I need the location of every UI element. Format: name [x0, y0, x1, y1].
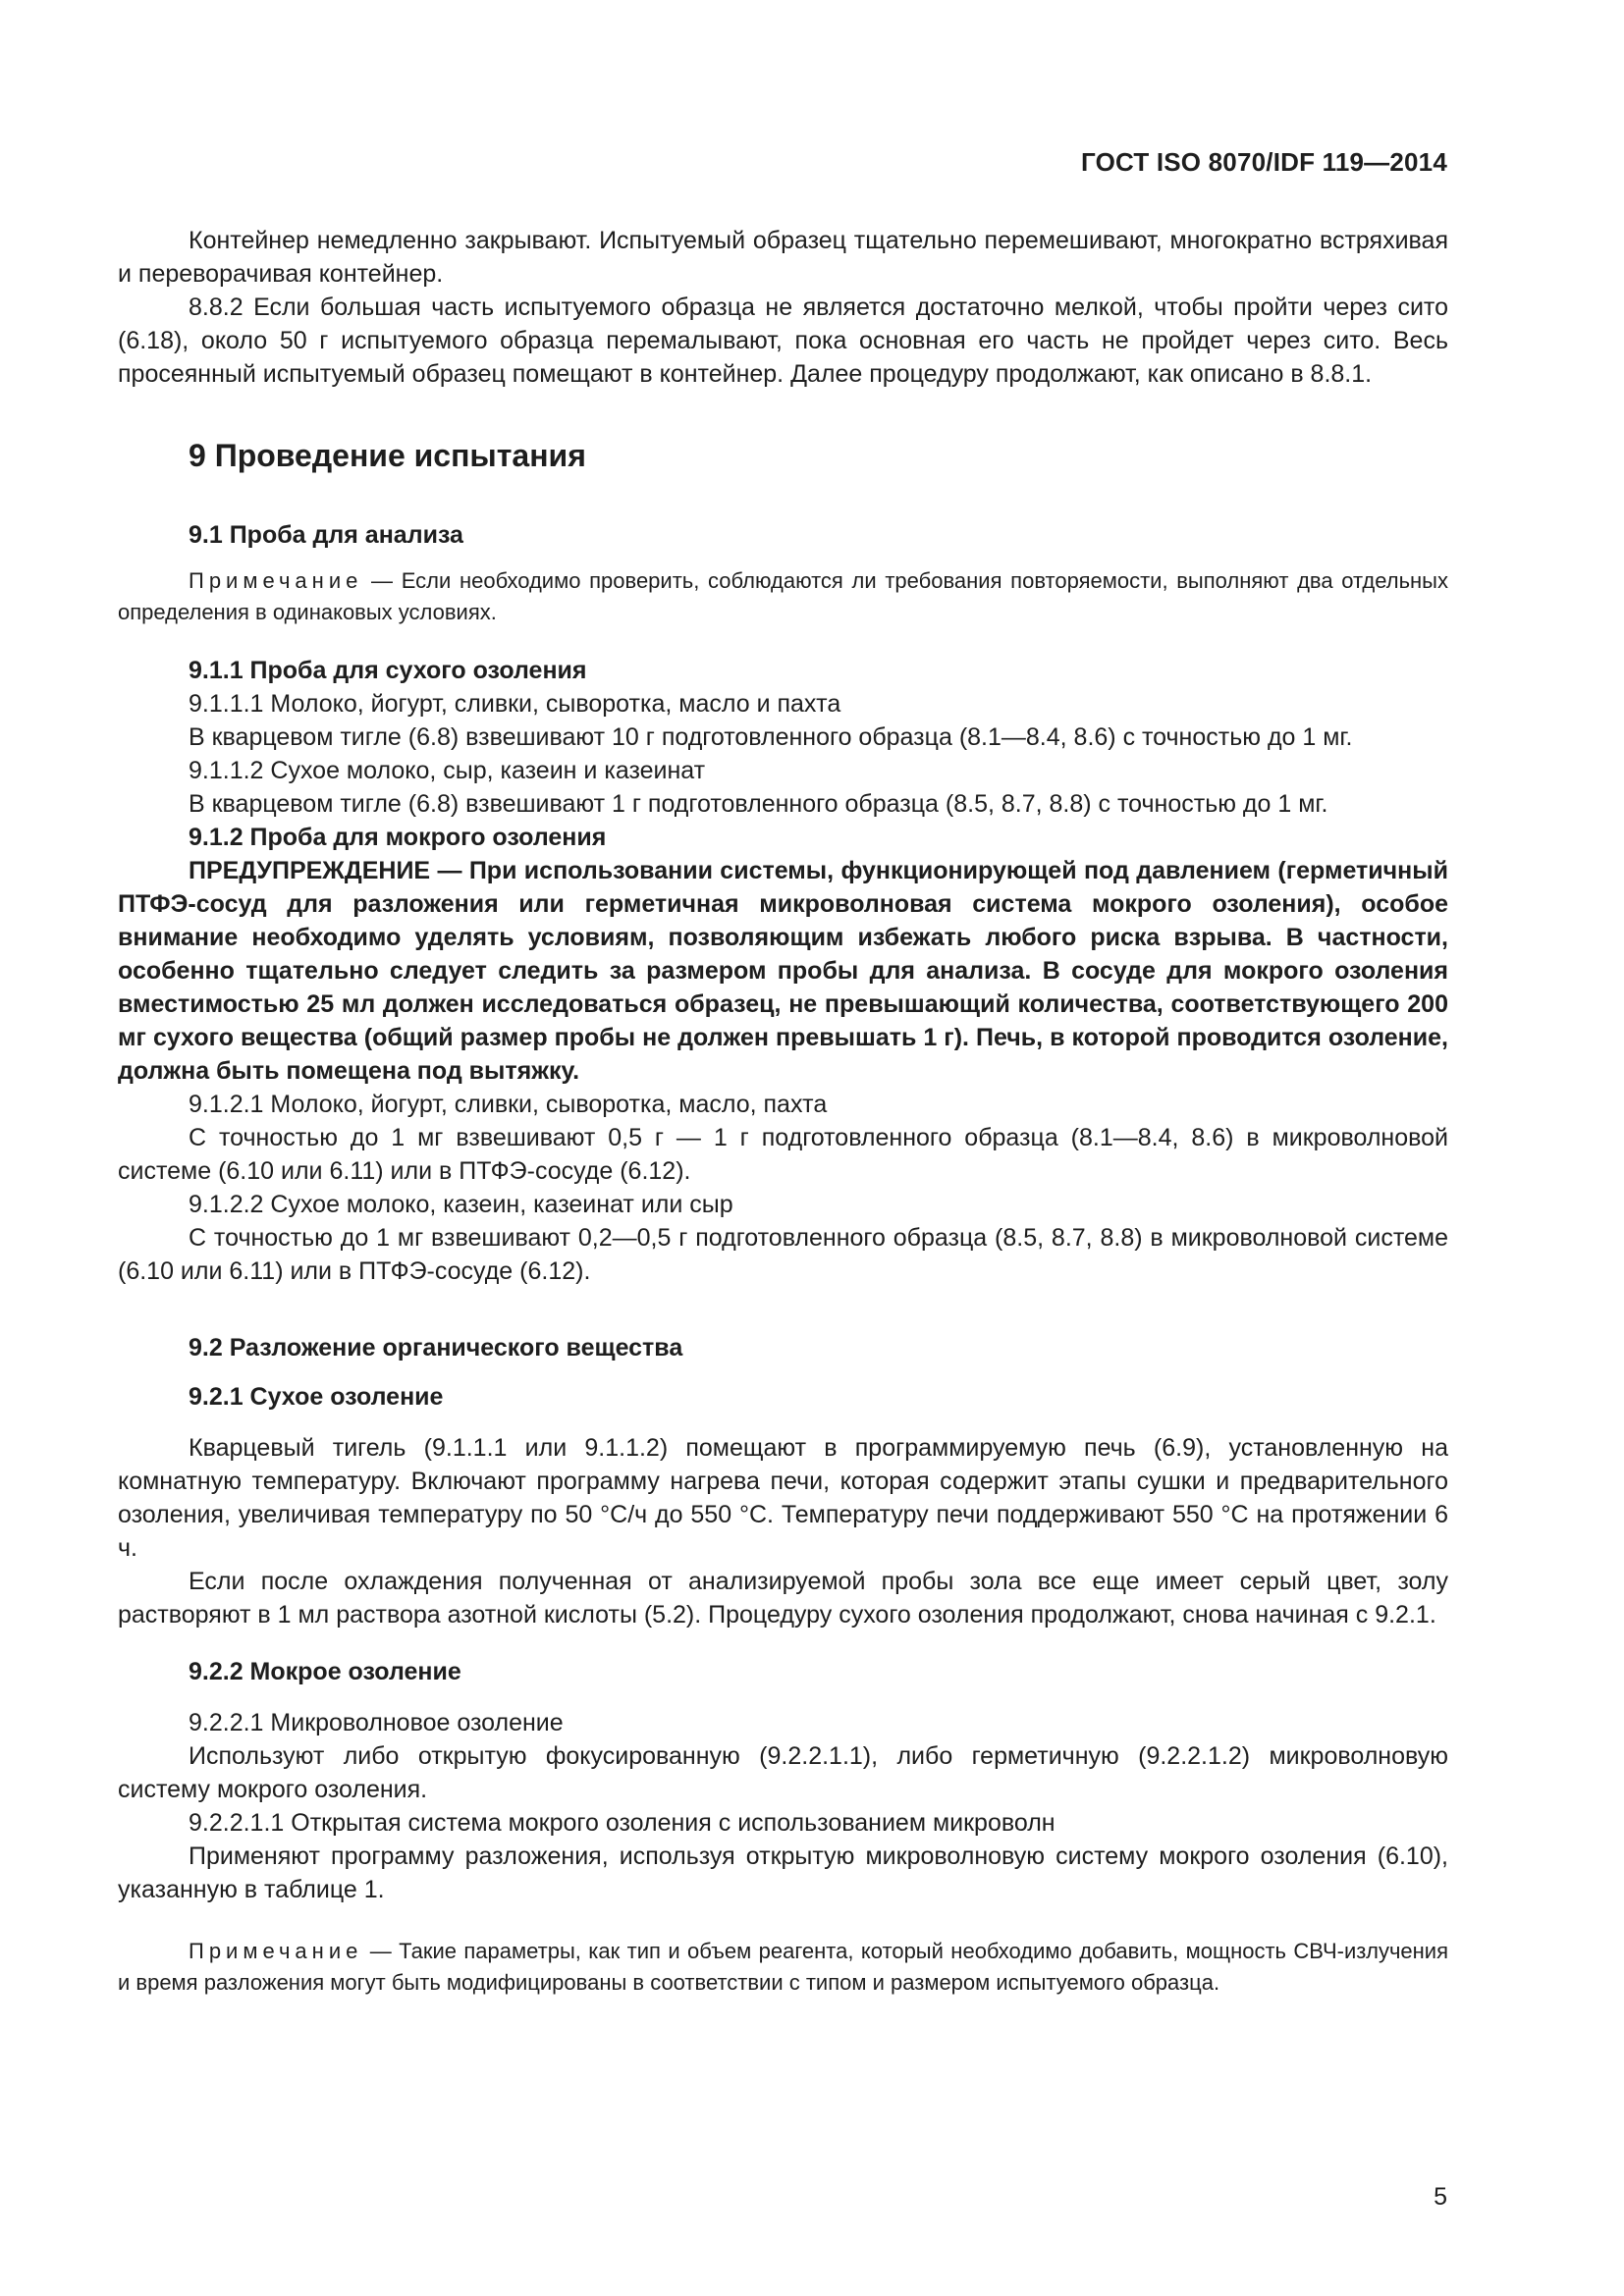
note [118, 1936, 1448, 1999]
paragraph: 9.2.2.1 Микроволновое озоление [189, 1709, 564, 1736]
paragraph: Если после охлаждения полученная от анализируемой пробы зола все еще имеет серый цвет, золу растворяют в 1 мл раствора азотной кислоты (5.2). Процедуру сухого озоления продолжают, снова начиная с 9.2.1. [118, 1568, 1448, 1629]
paragraph: С точностью до 1 мг взвешивают 0,5 г — 1 г подготовленного образца (8.1—8.4, 8.6) в микроволновой системе (6.10 или 6.11) или в ПТФЭ-сосуде (6.12). [118, 1124, 1448, 1185]
paragraph: Кварцевый тигель (9.1.1.1 или 9.1.1.2) помещают в программируемую печь (6.9), установленную на комнатную температуру. Включают программу нагрева печи, которая содержит этапы сушки и предварительного озоления, увеличивая температуру по 50 °С/ч до 550 °С. Температуру печи поддерживают 550 °С на протяжении 6 ч. [118, 1434, 1448, 1562]
page-number: 5 [1434, 2183, 1447, 2211]
paragraph: 9.1.2.2 Сухое молоко, казеин, казеинат или сыр [189, 1191, 733, 1218]
heading-9-1-2: 9.1.2 Проба для мокрого озоления [189, 824, 607, 851]
paragraph: 9.2.2.1.1 Открытая система мокрого озоления с использованием микроволн [189, 1809, 1056, 1837]
note-text: — Такие параметры, как тип и объем реагента, который необходимо добавить, мощность СВЧ-излучения и время разложения могут быть модифицированы в соответствии с типом и размером испытуемого образца. [118, 1939, 1448, 1995]
paragraph: 9.1.1.1 Молоко, йогурт, сливки, сыворотка, масло и пахта [189, 690, 841, 718]
heading-9-2-1: 9.2.1 Сухое озоление [189, 1383, 444, 1411]
document-code: ГОСТ ISO 8070/IDF 119—2014 [1080, 147, 1447, 177]
subsection-heading-9-1: 9.1 Проба для анализа [189, 521, 463, 549]
note-label: Примечание [189, 568, 363, 593]
paragraph: В кварцевом тигле (6.8) взвешивают 10 г подготовленного образца (8.1—8.4, 8.6) с точностью до 1 мг. [189, 723, 1353, 751]
note-text: — Если необходимо проверить, соблюдаются ли требования повторяемости, выполняют два отдельных определения в одинаковых условиях. [118, 568, 1448, 624]
warning-paragraph: ПРЕДУПРЕЖДЕНИЕ — При использовании системы, функционирующей под давлением (герметичный ПТФЭ-сосуд для разложения или герметичная микроволновая система мокрого озоления), особое внимание необходимо уделять условиям, позволяющим избежать любого риска взрыва. В частности, особенно тщательно следует следить за размером пробы для анализа. В сосуде для мокрого озоления вместимостью 25 мл должен исследоваться образец, не превышающий количества, соответствующего 200 мг сухого вещества (общий размер пробы не должен превышать 1 г). Печь, в которой проводится озоление, должна быть помещена под вытяжку. [118, 857, 1448, 1085]
paragraph: В кварцевом тигле (6.8) взвешивают 1 г подготовленного образца (8.5, 8.7, 8.8) с точностью до 1 мг. [189, 790, 1328, 818]
page-content [118, 224, 1448, 1999]
paragraph: Контейнер немедленно закрывают. Испытуемый образец тщательно перемешивают, многократно встряхивая и переворачивая контейнер. [118, 227, 1448, 288]
note [118, 565, 1448, 628]
heading-9-2-2: 9.2.2 Мокрое озоление [189, 1658, 461, 1685]
paragraph: 9.1.2.1 Молоко, йогурт, сливки, сыворотка, масло, пахта [189, 1091, 828, 1118]
subsection-heading-9-2: 9.2 Разложение органического вещества [189, 1334, 683, 1362]
section-heading-9: 9 Проведение испытания [189, 438, 586, 473]
paragraph: Применяют программу разложения, используя открытую микроволновую систему мокрого озоления (6.10), указанную в таблице 1. [118, 1842, 1448, 1903]
paragraph: 8.8.2 Если большая часть испытуемого образца не является достаточно мелкой, чтобы пройти через сито (6.18), около 50 г испытуемого образца перемалывают, пока основная его часть не пройдет через сито. Весь просеянный испытуемый образец помещают в контейнер. Далее процедуру продолжают, как описано в 8.8.1. [118, 294, 1448, 388]
paragraph: С точностью до 1 мг взвешивают 0,2—0,5 г подготовленного образца (8.5, 8.7, 8.8) в микроволновой системе (6.10 или 6.11) или в ПТФЭ-сосуде (6.12). [118, 1224, 1448, 1285]
note-label: Примечание [189, 1939, 363, 1963]
paragraph: 9.1.1.2 Сухое молоко, сыр, казеин и казеинат [189, 757, 706, 784]
paragraph: Используют либо открытую фокусированную (9.2.2.1.1), либо герметичную (9.2.2.1.2) микроволновую систему мокрого озоления. [118, 1742, 1448, 1803]
heading-9-1-1: 9.1.1 Проба для сухого озоления [189, 657, 587, 684]
